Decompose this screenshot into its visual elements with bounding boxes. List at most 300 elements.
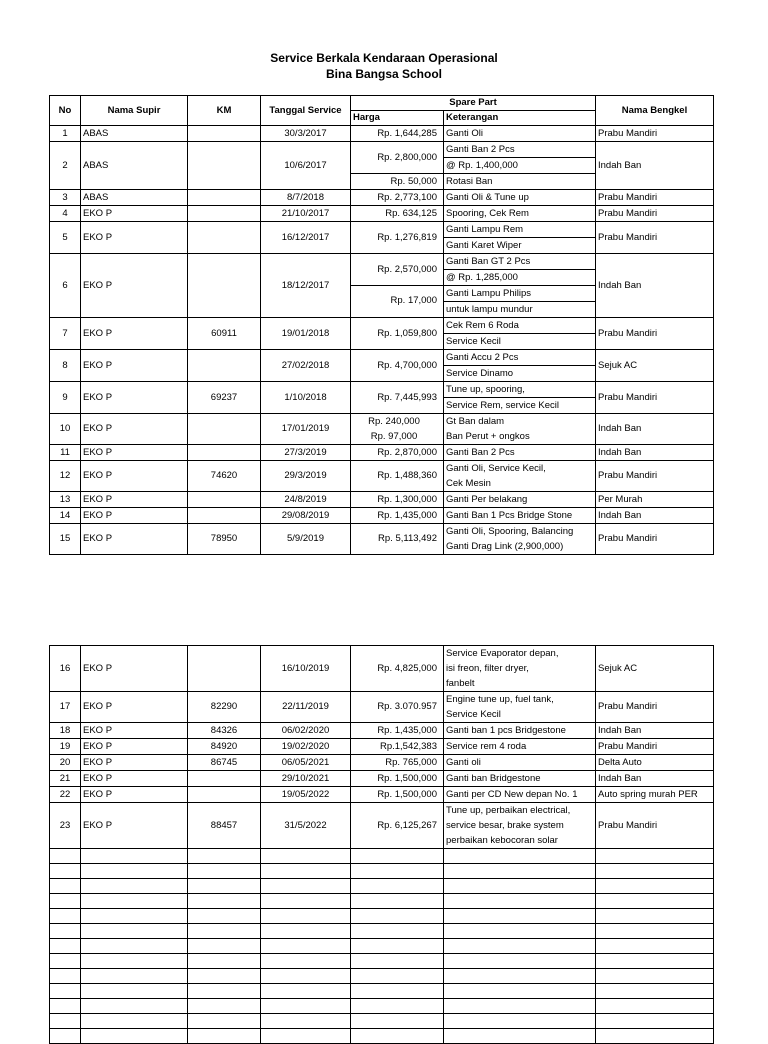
row-km: 82290 [188,692,261,723]
empty-cell [444,909,596,924]
header-no: No [50,96,81,126]
table-row [50,803,714,849]
row-harga: Rp.1,542,383 [351,739,444,755]
keterangan-line: Ganti Karet Wiper [446,240,522,251]
header-nama-supir: Nama Supir [81,96,188,126]
table-row [50,206,714,222]
empty-cell [50,924,81,939]
empty-row [50,849,714,864]
row-tanggal: 27/02/2018 [261,350,351,382]
row-keterangan [444,461,596,492]
keterangan-line: Cek Rem 6 Roda [444,318,595,334]
row-keterangan [444,739,596,755]
row-harga [351,414,444,445]
row-no: 2 [50,142,81,190]
empty-cell [596,969,714,984]
row-no: 8 [50,350,81,382]
row-no: 23 [50,803,81,849]
empty-cell [596,954,714,969]
empty-cell [50,849,81,864]
row-tanggal: 10/6/2017 [261,142,351,190]
row-tanggal: 5/9/2019 [261,524,351,555]
table-row [50,445,714,461]
row-km: 84920 [188,739,261,755]
keterangan-line: Ganti Drag Link (2,900,000) [446,541,564,552]
row-nama-bengkel: Sejuk AC [596,646,714,692]
empty-cell [351,969,444,984]
row-nama-bengkel: Prabu Mandiri [596,524,714,555]
row-no: 9 [50,382,81,414]
empty-cell [188,924,261,939]
keterangan-line: Service rem 4 roda [446,741,527,752]
empty-cell [81,1014,188,1029]
row-tanggal: 19/05/2022 [261,787,351,803]
row-no: 18 [50,723,81,739]
document-subtitle: Bina Bangsa School [325,67,443,81]
row-nama-supir: EKO P [81,222,188,254]
keterangan-line: service besar, brake system [446,820,564,831]
empty-cell [81,1029,188,1044]
row-nama-bengkel: Indah Ban [596,445,714,461]
harga-value: Rp. 240,000 [368,416,420,427]
empty-cell [351,924,444,939]
row-nama-supir: EKO P [81,382,188,414]
empty-cell [188,984,261,999]
empty-row [50,969,714,984]
empty-cell [188,999,261,1014]
harga-value: Rp. 1,435,000 [377,509,437,521]
row-harga [351,206,444,222]
row-nama-supir: EKO P [81,524,188,555]
empty-cell [81,894,188,909]
row-no: 6 [50,254,81,318]
row-tanggal: 16/10/2019 [261,646,351,692]
table-row [50,524,714,555]
empty-cell [261,849,351,864]
row-no: 16 [50,646,81,692]
document-title: Service Berkala Kendaraan Operasional [270,51,498,65]
empty-row [50,879,714,894]
row-keterangan [444,190,596,206]
keterangan-line: Ganti ban Bridgestone [446,773,541,784]
empty-cell [444,1029,596,1044]
empty-cell [596,1014,714,1029]
row-nama-bengkel: Indah Ban [596,142,714,190]
empty-cell [444,894,596,909]
row-tanggal: 30/3/2017 [261,126,351,142]
empty-cell [50,969,81,984]
empty-row [50,909,714,924]
row-nama-supir: EKO P [81,803,188,849]
empty-cell [261,969,351,984]
row-nama-supir: EKO P [81,646,188,692]
harga-value: Rp. 2,570,000 [351,255,443,286]
keterangan-line: Ganti Lampu Philips [444,286,595,302]
row-km [188,142,261,190]
header-tanggal: Tanggal Service [261,96,351,126]
row-tanggal: 22/11/2019 [261,692,351,723]
keterangan-line: Tune up, perbaikan electrical, [446,805,571,816]
empty-cell [81,999,188,1014]
empty-cell [596,924,714,939]
row-km: 74620 [188,461,261,492]
row-harga [351,508,444,524]
row-nama-bengkel: Indah Ban [596,723,714,739]
keterangan-line: Rotasi Ban [446,176,493,187]
empty-cell [261,924,351,939]
empty-row [50,1014,714,1029]
row-harga [351,461,444,492]
empty-cell [188,1014,261,1029]
row-no: 12 [50,461,81,492]
table-row [50,350,714,382]
empty-cell [188,849,261,864]
keterangan-line: Ganti Ban GT 2 Pcs [444,254,595,270]
harga-value: Rp. 1,059,800 [377,327,437,339]
row-harga [351,524,444,555]
row-nama-bengkel: Prabu Mandiri [596,382,714,414]
row-no: 22 [50,787,81,803]
harga-value: Rp. 5,113,492 [378,533,437,544]
row-nama-supir: EKO P [81,350,188,382]
row-nama-bengkel: Prabu Mandiri [596,461,714,492]
keterangan-line: Ganti Oli [446,128,483,139]
keterangan-line: untuk lampu mundur [446,304,533,315]
row-keterangan [444,508,596,524]
empty-cell [596,909,714,924]
row-km [188,222,261,254]
row-nama-supir: EKO P [81,445,188,461]
row-nama-supir: ABAS [81,142,188,190]
empty-cell [188,1029,261,1044]
empty-cell [50,939,81,954]
row-tanggal: 19/01/2018 [261,318,351,350]
keterangan-line: Ban Perut + ongkos [446,431,530,442]
row-tanggal: 06/02/2020 [261,723,351,739]
row-nama-bengkel: Prabu Mandiri [596,126,714,142]
keterangan-line: perbaikan kebocoran solar [446,835,558,846]
header-harga: Harga [351,111,444,126]
row-nama-bengkel: Indah Ban [596,508,714,524]
empty-cell [261,864,351,879]
harga-value: Rp. 2,800,000 [351,143,443,174]
empty-row [50,954,714,969]
row-tanggal: 21/10/2017 [261,206,351,222]
empty-cell [188,879,261,894]
service-table-2 [49,645,714,1044]
table-row [50,190,714,206]
empty-cell [351,954,444,969]
empty-cell [188,969,261,984]
row-km: 60911 [188,318,261,350]
keterangan-line: @ Rp. 1,285,000 [444,270,595,286]
keterangan-line: Spooring, Cek Rem [446,208,529,219]
row-keterangan [444,445,596,461]
row-keterangan [444,126,596,142]
empty-cell [351,999,444,1014]
table-row [50,492,714,508]
empty-row [50,924,714,939]
table-row [50,508,714,524]
row-tanggal: 17/01/2019 [261,414,351,445]
empty-cell [188,939,261,954]
row-nama-supir: EKO P [81,508,188,524]
table-row [50,382,714,414]
empty-cell [596,984,714,999]
empty-cell [188,909,261,924]
harga-value: Rp. 634,125 [385,207,437,219]
row-km: 86745 [188,755,261,771]
row-no: 10 [50,414,81,445]
row-harga [351,350,444,382]
row-no: 14 [50,508,81,524]
table-row [50,414,714,445]
empty-cell [596,864,714,879]
row-tanggal: 27/3/2019 [261,445,351,461]
table-row [50,692,714,723]
row-km [188,492,261,508]
empty-cell [261,879,351,894]
row-no: 1 [50,126,81,142]
table-row [50,126,714,142]
header-nama-bengkel: Nama Bengkel [596,96,714,126]
empty-cell [596,939,714,954]
empty-cell [50,864,81,879]
empty-cell [444,939,596,954]
row-no: 20 [50,755,81,771]
empty-cell [351,1029,444,1044]
row-tanggal: 29/08/2019 [261,508,351,524]
row-nama-bengkel: Indah Ban [596,414,714,445]
row-harga [351,382,444,414]
empty-cell [50,894,81,909]
keterangan-line: Ganti Lampu Rem [444,222,595,238]
empty-cell [81,909,188,924]
harga-value: Rp. 17,000 [390,295,437,306]
row-harga [351,254,444,318]
row-km: 88457 [188,803,261,849]
row-keterangan [444,254,596,318]
row-harga: Rp. 765,000 [351,755,444,771]
empty-row [50,1029,714,1044]
row-harga [351,190,444,206]
empty-row [50,984,714,999]
table-row [50,723,714,739]
row-tanggal: 31/5/2022 [261,803,351,849]
row-keterangan [444,755,596,771]
harga-value: Rp. 1,644,285 [377,127,437,139]
row-nama-supir: EKO P [81,755,188,771]
row-harga [351,318,444,350]
row-harga [351,222,444,254]
row-km [188,787,261,803]
row-nama-bengkel: Auto spring murah PER [596,787,714,803]
table-row [50,787,714,803]
empty-cell [50,954,81,969]
row-keterangan [444,142,596,190]
row-harga: Rp. 1,435,000 [351,723,444,739]
empty-cell [444,954,596,969]
row-harga [351,126,444,142]
empty-row [50,864,714,879]
empty-cell [188,864,261,879]
keterangan-line: Ganti Ban 2 Pcs [446,447,515,458]
empty-cell [261,1029,351,1044]
empty-cell [81,924,188,939]
row-km: 69237 [188,382,261,414]
row-harga [351,492,444,508]
harga-value: Rp. 2,773,100 [377,191,437,203]
empty-cell [261,1014,351,1029]
empty-cell [351,909,444,924]
keterangan-line: Ganti Ban 2 Pcs [444,142,595,158]
empty-cell [444,849,596,864]
row-nama-bengkel: Indah Ban [596,771,714,787]
empty-cell [81,969,188,984]
empty-cell [50,879,81,894]
row-tanggal: 1/10/2018 [261,382,351,414]
empty-cell [351,894,444,909]
row-keterangan [444,771,596,787]
row-km [188,646,261,692]
empty-cell [50,909,81,924]
table-row [50,771,714,787]
keterangan-line: fanbelt [446,678,475,689]
row-nama-supir: EKO P [81,771,188,787]
keterangan-line: Ganti Per belakang [446,494,528,505]
empty-cell [50,999,81,1014]
table-row [50,755,714,771]
row-harga: Rp. 1,500,000 [351,771,444,787]
empty-cell [261,999,351,1014]
row-km [188,445,261,461]
empty-cell [596,849,714,864]
row-keterangan [444,723,596,739]
empty-cell [261,894,351,909]
row-km: 84326 [188,723,261,739]
row-nama-supir: EKO P [81,461,188,492]
row-nama-supir: ABAS [81,126,188,142]
empty-cell [188,954,261,969]
row-harga: Rp. 3.070.957 [351,692,444,723]
empty-cell [81,879,188,894]
keterangan-line: Service Kecil [446,336,501,347]
empty-cell [351,879,444,894]
row-no: 17 [50,692,81,723]
empty-cell [596,1029,714,1044]
keterangan-line: Ganti Oli & Tune up [446,192,529,203]
row-nama-bengkel: Prabu Mandiri [596,739,714,755]
row-keterangan [444,414,596,445]
table-row [50,222,714,254]
empty-cell [444,924,596,939]
row-km [188,126,261,142]
empty-cell [81,864,188,879]
row-harga: Rp. 1,500,000 [351,787,444,803]
row-nama-bengkel: Prabu Mandiri [596,692,714,723]
empty-cell [261,954,351,969]
table-row [50,646,714,692]
row-km: 78950 [188,524,261,555]
empty-cell [444,969,596,984]
row-nama-supir: EKO P [81,723,188,739]
row-km [188,190,261,206]
row-nama-bengkel: Prabu Mandiri [596,222,714,254]
row-keterangan [444,222,596,254]
empty-cell [351,939,444,954]
row-keterangan [444,318,596,350]
empty-cell [50,984,81,999]
row-nama-supir: EKO P [81,692,188,723]
row-nama-supir: EKO P [81,254,188,318]
keterangan-line: @ Rp. 1,400,000 [444,158,595,174]
row-km [188,508,261,524]
empty-cell [81,984,188,999]
row-tanggal: 06/05/2021 [261,755,351,771]
row-keterangan [444,803,596,849]
row-keterangan [444,646,596,692]
harga-value: Rp. 1,276,819 [377,231,437,243]
empty-row [50,939,714,954]
empty-cell [261,939,351,954]
keterangan-line: Engine tune up, fuel tank, [446,694,554,705]
row-no: 3 [50,190,81,206]
row-tanggal: 24/8/2019 [261,492,351,508]
keterangan-line: Ganti ban 1 pcs Bridgestone [446,725,566,736]
row-no: 15 [50,524,81,555]
row-keterangan [444,692,596,723]
row-no: 21 [50,771,81,787]
header-keterangan: Keterangan [444,111,596,126]
harga-value: Rp. 4,700,000 [377,359,437,371]
row-keterangan [444,206,596,222]
empty-cell [444,1014,596,1029]
keterangan-line: Ganti Accu 2 Pcs [444,350,595,366]
empty-row [50,894,714,909]
keterangan-line: Ganti Oli, Spooring, Balancing [446,526,574,537]
row-nama-bengkel: Delta Auto [596,755,714,771]
keterangan-line: Service Dinamo [446,368,514,379]
empty-cell [351,864,444,879]
harga-value: Rp. 1,488,360 [377,470,437,481]
table-row [50,142,714,190]
keterangan-line: Cek Mesin [446,478,491,489]
header-spare-part: Spare Part [351,96,596,111]
row-km [188,414,261,445]
row-nama-bengkel: Sejuk AC [596,350,714,382]
row-nama-bengkel: Prabu Mandiri [596,318,714,350]
row-nama-bengkel: Prabu Mandiri [596,803,714,849]
harga-value: Rp. 50,000 [390,175,437,187]
row-km [188,350,261,382]
keterangan-line: Tune up, spooring, [444,382,595,398]
keterangan-line: Ganti Ban 1 Pcs Bridge Stone [446,510,573,521]
table-row [50,318,714,350]
keterangan-line: Ganti oli [446,757,481,768]
harga-value: Rp. 1,300,000 [377,493,437,505]
empty-cell [596,999,714,1014]
row-nama-supir: EKO P [81,492,188,508]
empty-cell [261,984,351,999]
keterangan-line: Service Evaporator depan, [446,648,559,659]
row-tanggal: 29/10/2021 [261,771,351,787]
table-row [50,254,714,318]
empty-cell [188,894,261,909]
row-nama-supir: EKO P [81,206,188,222]
empty-cell [444,864,596,879]
empty-cell [50,1029,81,1044]
row-keterangan [444,492,596,508]
